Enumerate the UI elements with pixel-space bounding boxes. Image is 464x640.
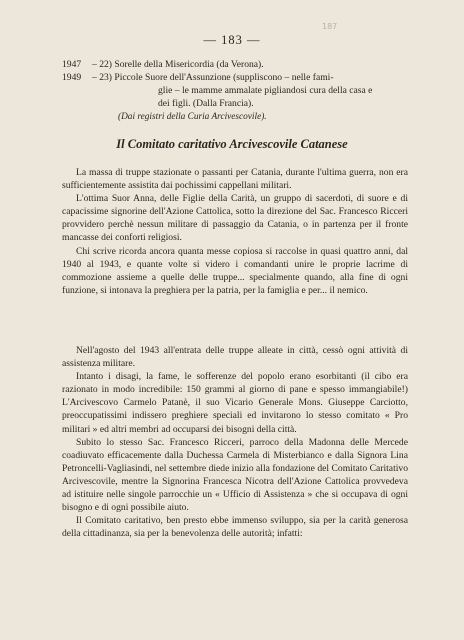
page-number: — 183 —: [203, 33, 261, 47]
source-citation: (Dai registri della Curia Arcivescovile).: [118, 112, 267, 122]
entry-text-continued: glie – le mamme ammalate pigliandosi cura della casa e: [158, 85, 373, 96]
entry-text-continued: dei figli. (Dalla Francia).: [158, 98, 254, 109]
paragraph: Intanto i disagi, la fame, le sofferenze del popolo erano esorbitanti (il cibo era razionato in modo incredibile: 150 grammi al giorno di pane e spesso immangiabile!) L'Arcivescovo Carmelo Patanè, il suo Vicario Generale Mons. Giuseppe Carciotto, preoccupatissimi indissero preghiere speciali ed invitarono lo stesso comitato « Pro militari » ed altri membri ad occuparsi dei bisogni della città.: [62, 371, 408, 435]
paragraph: La massa di truppe stazionate o passanti per Catania, durante l'ultima guerra, non era sufficientemente assistita dai pochissimi cappellani militari.: [62, 167, 408, 192]
paragraph: Nell'agosto del 1943 all'entrata delle truppe alleate in città, cessò ogni attività di assistenza militare.: [62, 345, 408, 370]
paragraph: L'ottima Suor Anna, delle Figlie della Carità, un gruppo di sacerdoti, di suore e di capacissime signorine dell'Azione Cattolica, sotto la direzione del Sac. Francesco Ricceri provvidero perchè nessun militare di passaggio da Catania, o in partenza per il fronte mancasse dei conforti religiosi.: [62, 193, 408, 244]
entry-year: 1949: [62, 72, 82, 83]
body-text-block-1: [62, 166, 408, 297]
pencil-annotation: 187: [322, 22, 338, 31]
entry-text: – 22) Sorelle della Misericordia (da Verona).: [92, 59, 264, 70]
paragraph: Subito lo stesso Sac. Francesco Ricceri, parroco della Madonna delle Mercede coadiuvato efficacemente dalla Duchessa Carmela di Misterbianco e dalla Signora Lina Petroncelli-Vagliasindi, nel settembre diede inizio alla fondazione del Comitato Caritativo Arcivescovile, mentre la Signorina Francesca Nicotra dell'Azione Cattolica provvedeva ad istituire nelle singole parrocchie un « Ufficio di Assistenza » che si occupava di ogni bisogno e di ogni possibile aiuto.: [62, 436, 408, 514]
paragraph: Chi scrive ricorda ancora quanta messe copiosa si raccolse in quasi quattro anni, dal 1940 al 1943, e quante volte si videro i comandanti unire le proprie lacrime di commozione assieme a quelle delle truppe... specialmente quando, alla fine di ogni funzione, si intonava la preghiera per la patria, per la famiglia e per... il nemico.: [62, 245, 408, 296]
paragraph: Il Comitato caritativo, ben presto ebbe immenso sviluppo, sia per la carità generosa della cittadinanza, sia per la benevolenza delle autorità; infatti:: [62, 515, 408, 540]
list-entry-1947: [62, 58, 408, 71]
entry-year: 1947: [62, 59, 82, 70]
section-heading: Il Comitato caritativo Arcivescovile Catanese: [116, 137, 348, 151]
list-entry-1949: [62, 71, 408, 110]
entry-text: – 23) Piccole Suore dell'Assunzione (suppliscono – nelle fami-: [92, 72, 334, 83]
body-text-block-2: [62, 344, 408, 540]
